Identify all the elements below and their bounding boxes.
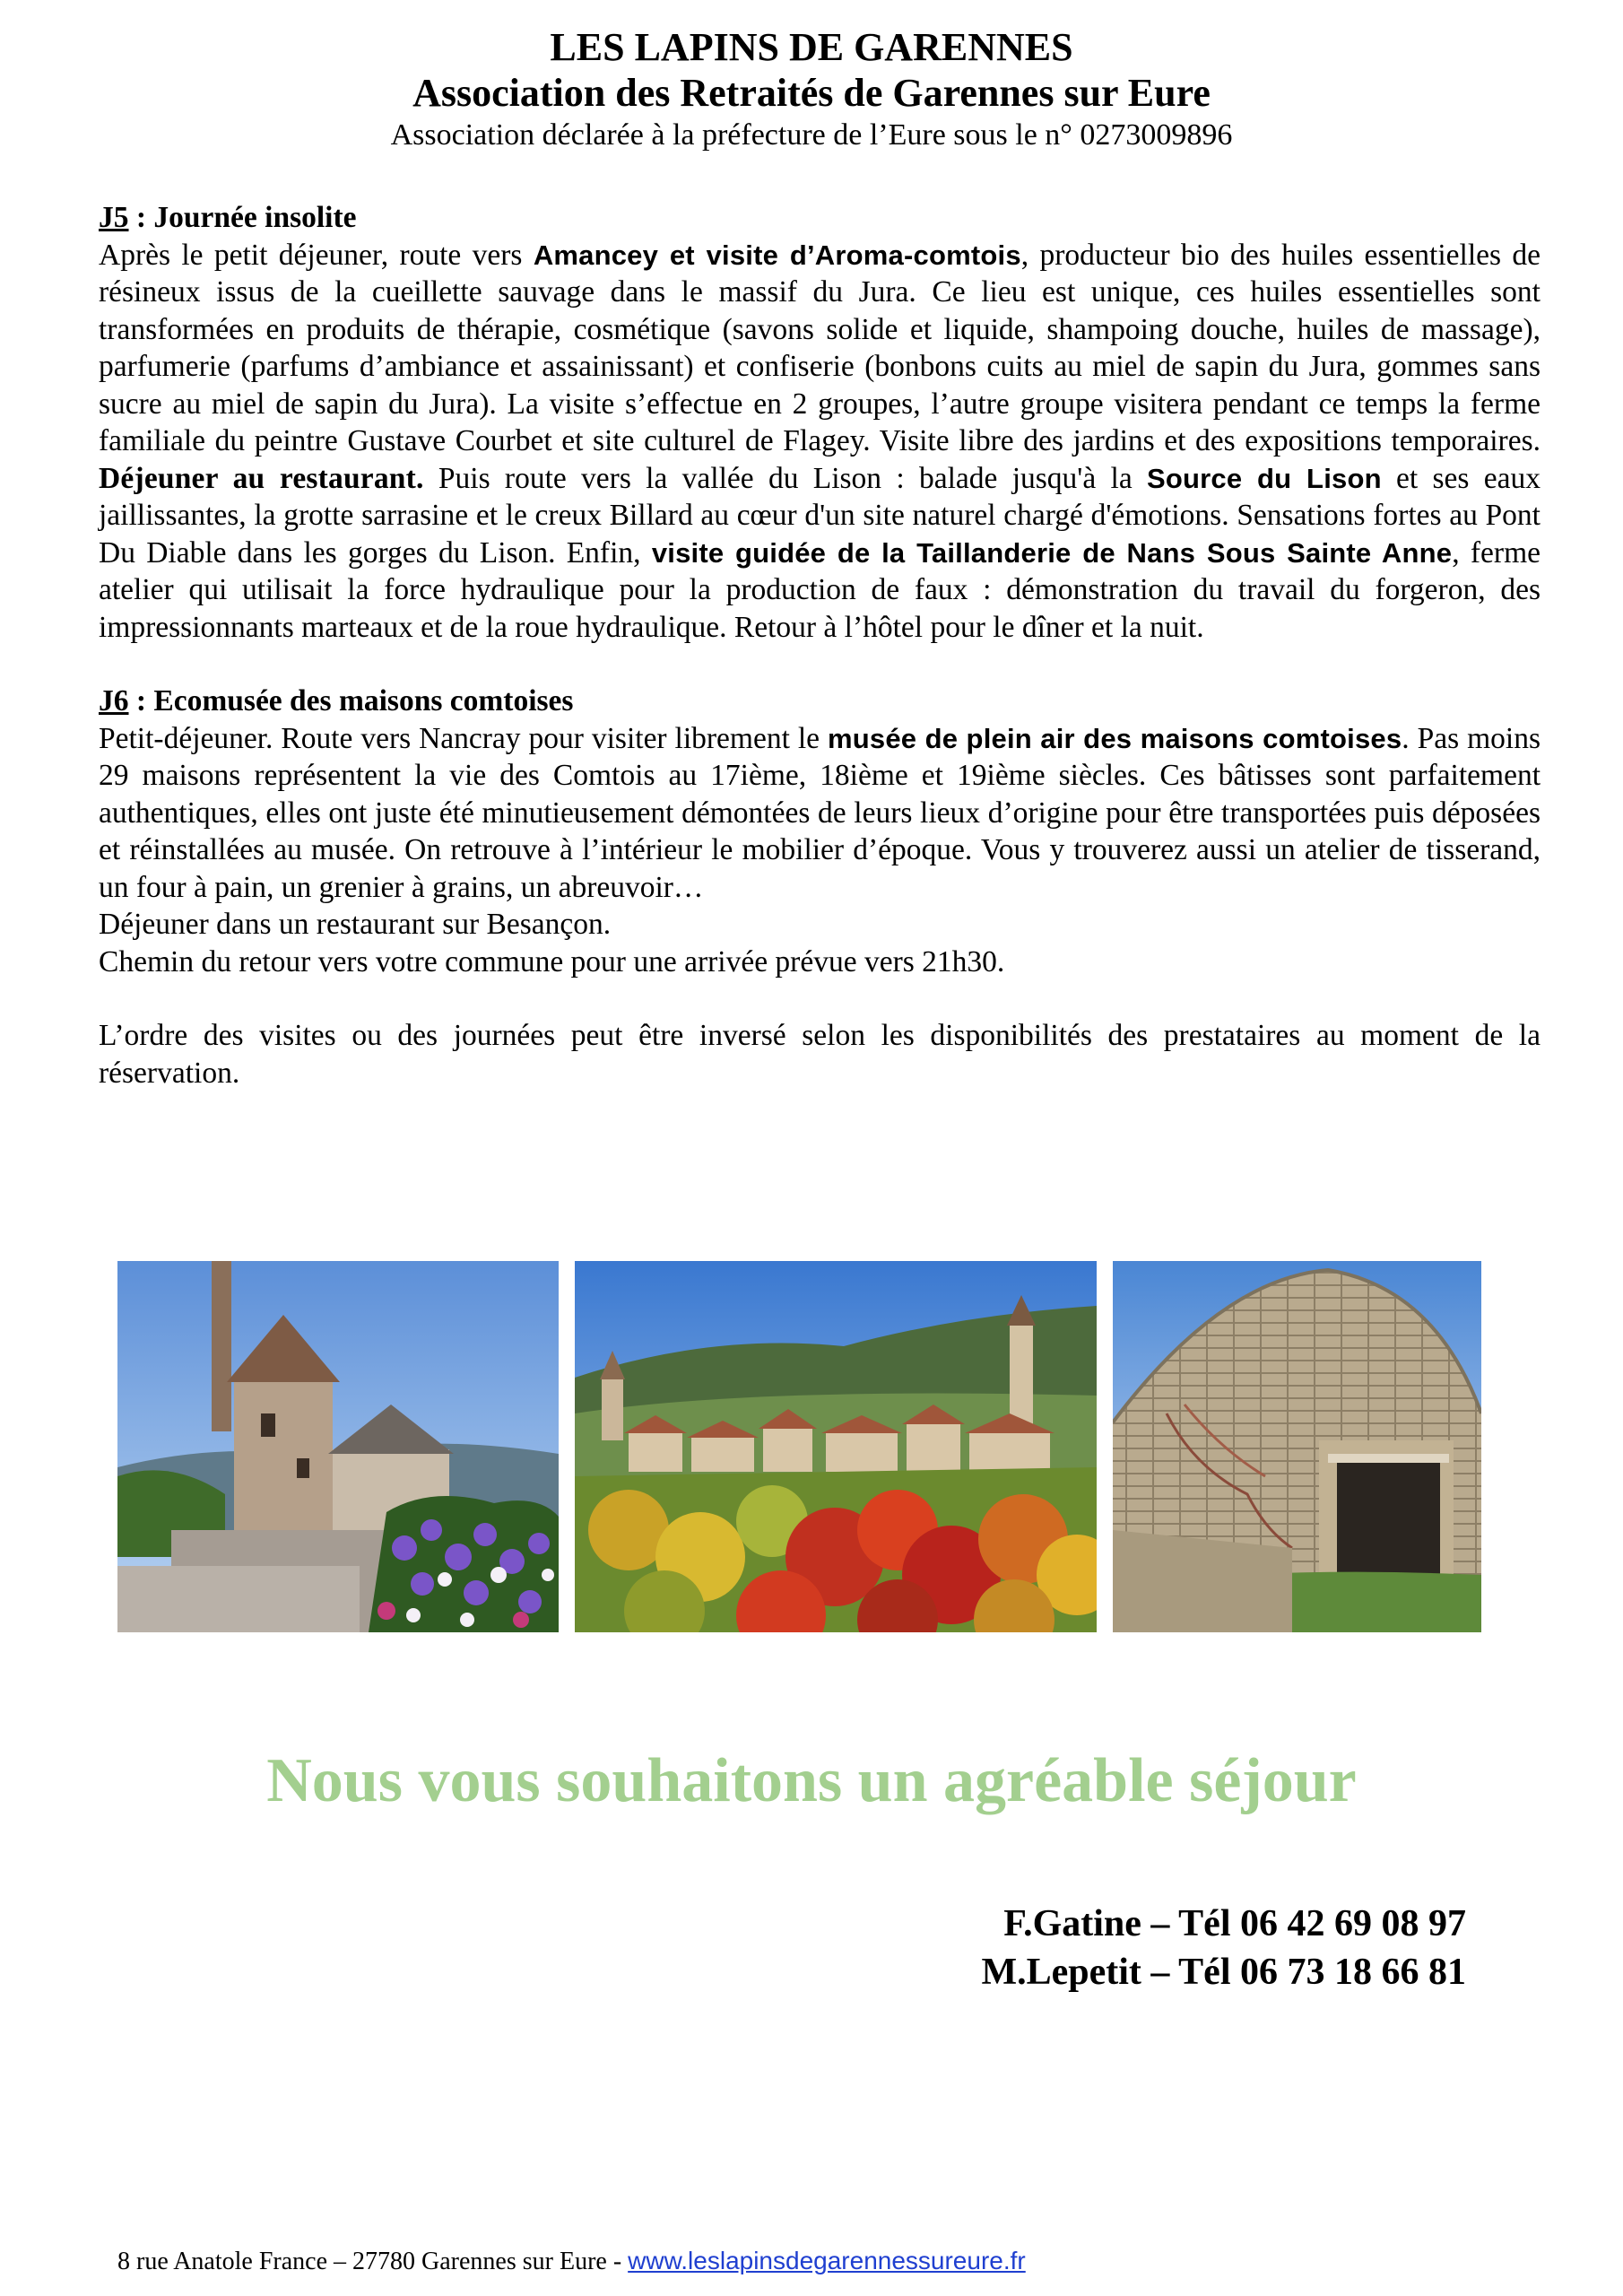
j5-heading (99, 199, 1541, 237)
wish-message: Nous vous souhaitons un agréable séjour (266, 1746, 1357, 1815)
j5-bold-taillanderie: visite guidée de la Taillanderie de Nans Sous Sainte Anne (651, 536, 1453, 569)
photo-strip (117, 1261, 1481, 1632)
j5-text-5: , ferme atelier qui utilisait la force hydraulique pour la production de faux : démonstration du travail du forgeron, des impressionnants marteaux et de la roue hydraulique. Retour à l’hôtel pour le dîner et la nuit. (99, 535, 1541, 644)
order-note: L’ordre des visites ou des journées peut être inversé selon les disponibilités des prestataires au moment de la réservation. (99, 1019, 1541, 1090)
j5-text-4: et ses eaux jaillissantes, la grotte sarrasine et le creux Billard au cœur d'un site naturel chargé d'émotions. Sensations fortes au Pont Du Diable dans les gorges du Lison. Enfin, (99, 461, 1541, 570)
j5-title: : Journée insolite (128, 201, 357, 234)
contact-lepetit: M.Lepetit – Tél 06 73 18 66 81 (981, 1952, 1466, 1993)
j6-paragraph (99, 720, 1541, 907)
program-text (99, 199, 1541, 1091)
association-subtitle: Association des Retraités de Garennes sur Eure (412, 71, 1211, 115)
photo-village (575, 1261, 1097, 1632)
contacts-block (981, 1900, 1466, 1996)
website-link[interactable]: www.leslapinsdegarennessureure.fr (628, 2247, 1026, 2274)
j6-heading (99, 683, 1541, 720)
letterhead (0, 25, 1623, 154)
j5-bold-dejeuner: Déjeuner au restaurant. (99, 461, 424, 495)
association-declaration: Association déclarée à la préfecture de l’Eure sous le n° 0273009896 (390, 118, 1233, 152)
j5-text-3: Puis route vers la vallée du Lison : balade jusqu'à la (423, 461, 1147, 495)
photo-stone-hut (1113, 1261, 1481, 1632)
photo-castle (117, 1261, 559, 1632)
footer (117, 2246, 1026, 2277)
j6-bold-musee: musée de plein air des maisons comtoises (827, 722, 1402, 754)
j5-code: J5 (99, 201, 129, 234)
j6-text-2: . Pas moins 29 maisons représentent la vie des Comtois au 17ième, 18ième et 19ième siècles. Ces bâtisses sont parfaitement authentiques, elles ont juste été minutieusement démontées de leurs lieux d’origine pour être transportées puis déposées et réinstallées au musée. On retrouve à l’intérieur le mobilier d’époque. Vous y trouverez aussi un atelier de tisserand, un four à pain, un grenier à grains, un abreuvoir… (99, 721, 1541, 904)
j6-code: J6 (99, 684, 129, 718)
j5-bold-source: Source du Lison (1147, 462, 1382, 494)
association-name: LES LAPINS DE GARENNES (550, 25, 1073, 69)
contact-gatine: F.Gatine – Tél 06 42 69 08 97 (1003, 1903, 1466, 1944)
j6-return-line: Chemin du retour vers votre commune pour une arrivée prévue vers 21h30. (99, 944, 1005, 978)
j6-lunch-line: Déjeuner dans un restaurant sur Besançon. (99, 908, 612, 941)
j5-bold-amancey: Amancey et visite d’Aroma-comtois (533, 239, 1021, 271)
j5-paragraph (99, 237, 1541, 647)
footer-address: 8 rue Anatole France – 27780 Garennes sur Eure - (117, 2248, 629, 2275)
j6-title: : Ecomusée des maisons comtoises (128, 684, 574, 718)
j5-text-1: Après le petit déjeuner, route vers (99, 238, 534, 272)
j6-text-1: Petit-déjeuner. Route vers Nancray pour visiter librement le (99, 721, 828, 755)
j5-text-2: , producteur bio des huiles essentielles de résineux issus de la cueillette sauvage dans le massif du Jura. Ce lieu est unique, ces huiles essentielles sont transformées en produits de thérapie, cosmétique (savons solide et liquide, shampoing douche, huiles de massage), parfumerie (parfums d’ambiance et assainissant) et confiserie (bonbons cuits au miel de sapin du Jura, gommes sans sucre au miel de sapin du Jura). La visite s’effectue en 2 groupes, l’autre groupe visitera pendant ce temps la ferme familiale du peintre Gustave Courbet et site culturel de Flagey. Visite libre des jardins et des expositions temporaires. (99, 238, 1541, 457)
